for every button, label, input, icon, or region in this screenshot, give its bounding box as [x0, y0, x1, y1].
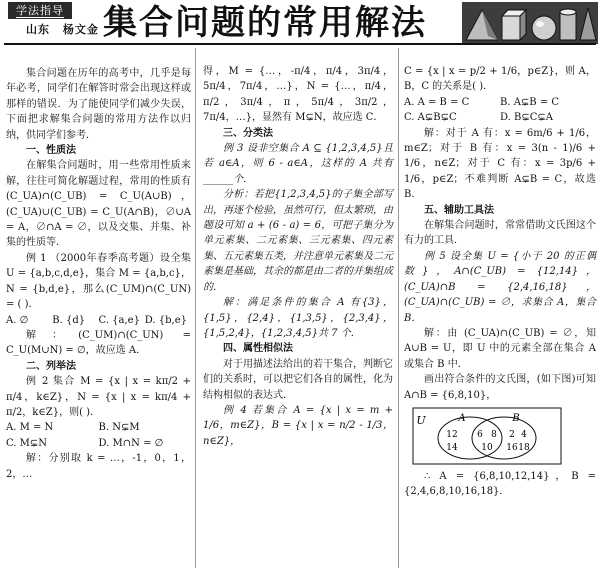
- paragraph: 解：分别取 k = …，-1，0，1，2，…: [6, 453, 191, 480]
- answer-options: [404, 95, 596, 126]
- article-title: 集合问题的常用解法: [103, 3, 427, 43]
- paragraph: C = {x | x = p/2 + 1/6，p∈Z}，则 A，B，C 的关系是( )．: [404, 66, 596, 93]
- paragraph: ∴ A = {6,8,10,12,14}，B = {2,4,6,8,10,16,18}．: [404, 470, 596, 498]
- column-3: [404, 64, 596, 500]
- paragraph: 解：满足条件的集合 A 有{3}，{1,5}，{2,4}，{1,3,5}，{2,3,4}，{1,5,2,4}，{1,2,3,4,5}共 7 个．: [203, 297, 393, 339]
- paragraph: 解：由 (C_UA)∩(C_UB) = ∅，知 A∪B = U，即 U 中的元素全部在集合 A 或集合 B 中．: [404, 327, 596, 370]
- venn-only-a-value: 14: [446, 442, 458, 453]
- column-divider-2: [398, 48, 399, 568]
- answer-option: D. M∩N = ∅: [98, 437, 164, 449]
- venn-label-a: A: [458, 412, 466, 424]
- venn-only-b-value: 16: [506, 442, 518, 453]
- section-heading: 四、属性相似法: [223, 343, 293, 355]
- venn-label-u: U: [416, 413, 426, 427]
- paragraph: 例 4 若集合 A = {x | x = m + 1/6，m∈Z}，B = {x | x = n/2 - 1/3，n∈Z}，: [203, 404, 393, 447]
- paragraph: 在解集合问题时，用一些常用性质来解，往往可简化解题过程，常用的性质有(C_UA)∩(C_UB) = C_U(A∪B)，(C_UA)∪(C_UB) = C_U(A∩B)，∅∪A = A，∅∩A = ∅，以及交集、并集、补集的性质等．: [6, 160, 191, 249]
- answer-option: C. {a,e}: [98, 314, 140, 326]
- geometric-solids-illustration: [462, 2, 598, 44]
- answer-option: A. ∅: [6, 314, 29, 326]
- answer-option: D. {b,e}: [144, 314, 187, 326]
- header-rule: [4, 43, 596, 45]
- answer-option: B. {d}: [52, 314, 86, 326]
- column-1: [6, 66, 191, 482]
- paragraph: 解：对于 A 有：x = 6m/6 + 1/6，m∈Z；对于 B 有：x = 3(n - 1)/6 + 1/6，n∈Z；对于 C 有：x = 3p/6 + 1/6，p∈Z；不难判断 A⊊B = C，故选 B．: [404, 127, 596, 201]
- paragraph: 例 2 集合 M = {x | x = kπ/2 + π/4，k∈Z}，N = {x | x = kπ/4 + π/2，k∈Z}，则( )．: [6, 376, 191, 418]
- answer-option: D. B⊊C⊊A: [500, 112, 553, 124]
- section-heading: 五、辅助工具法: [424, 204, 494, 216]
- venn-only-a-value: 12: [446, 429, 458, 440]
- venn-both-value: 6: [477, 429, 483, 440]
- byline: [26, 21, 99, 37]
- answer-option: C. M⊊N: [6, 437, 48, 449]
- answer-option: B. N⊊M: [98, 422, 140, 434]
- column-divider-1: [195, 48, 196, 568]
- column-2: [203, 64, 393, 449]
- venn-both-value: 8: [491, 429, 497, 440]
- venn-only-b-value: 18: [518, 442, 530, 453]
- venn-only-b-value: 4: [521, 429, 527, 440]
- author-region: 山东: [26, 23, 50, 36]
- answer-option: A. M = N: [6, 422, 54, 434]
- paragraph: 例 1 （2000年春季高考题）设全集 U = {a,b,c,d,e}，集合 M = {a,b,c}，N = {b,d,e}，那么(C_UM)∩(C_UN) = ( )．: [6, 252, 191, 311]
- answer-option: B. A⊊B = C: [500, 96, 560, 108]
- answer-option: C. A⊊B⊊C: [404, 112, 457, 124]
- paragraph: 例 3 设非空集合 A ⊆ {1,2,3,4,5}且若 a∈A，则 6 - a∈A，这样的 A 共有______个．: [203, 143, 393, 185]
- paragraph: 集合问题在历年的高考中，几乎是每年必考，同学们在解答时常会出现这样或那样的错误．为了能使同学们减少失误，下面把求解集合问题的常用方法作以归纳，供同学们参考．: [6, 68, 191, 141]
- venn-both-value: 10: [481, 442, 493, 453]
- paragraph: 在解集合问题时，常常借助文氏图这个有力的工具．: [404, 220, 596, 247]
- author-name: 杨文金: [62, 23, 99, 36]
- paragraph: 对于用描述法给出的若干集合，判断它们的关系时，可以把它们各自的属性，化为结构相似的表达式．: [203, 358, 393, 401]
- paragraph: 分析：若把{1,2,3,4,5}的子集全部写出，再逐个检验，虽然可行，但太繁琐，由题设可知 a + (6 - a) = 6，可把子集分为单元素集、二元素集、三元素集、四元素集、五元素集五类，并注意单元素集及二元素集是基础，其余的都是由二者的并集组成的．: [203, 189, 393, 293]
- venn-diagram: [412, 407, 562, 465]
- section-heading: 一、性质法: [26, 145, 76, 157]
- paragraph: 得，M = {…，-π/4，π/4，3π/4，5π/4，7π/4，…}，N = {…，π/4，π/2，3π/4，π，5π/4，3π/2，7π/4，…}，显然有 M⊊N，故应选 C．: [203, 66, 393, 124]
- paragraph: 例 5 设全集 U = {小于 20 的正偶数}，A∩(C_UB) = {12,14}，(C_UA)∩B = {2,4,16,18}，(C_UA)∩(C_UB) = ∅，求集合 A，集合 B．: [404, 250, 596, 324]
- column-tag: 学法指导: [8, 2, 72, 19]
- paragraph: 解：(C_UM)∩(C_UN) = C_U(M∪N) = ∅，故应选 A．: [6, 329, 191, 357]
- venn-only-b-value: 2: [509, 429, 515, 440]
- answer-options: [6, 420, 191, 451]
- answer-options: [6, 313, 191, 328]
- venn-label-b: B: [512, 412, 520, 424]
- section-heading: 三、分类法: [223, 127, 273, 139]
- section-heading: 二、列举法: [26, 360, 76, 372]
- paragraph: 画出符合条件的文氏图，(如下图)可知 A∩B = {6,8,10}，: [404, 374, 596, 401]
- answer-option: A. A = B = C: [404, 96, 470, 108]
